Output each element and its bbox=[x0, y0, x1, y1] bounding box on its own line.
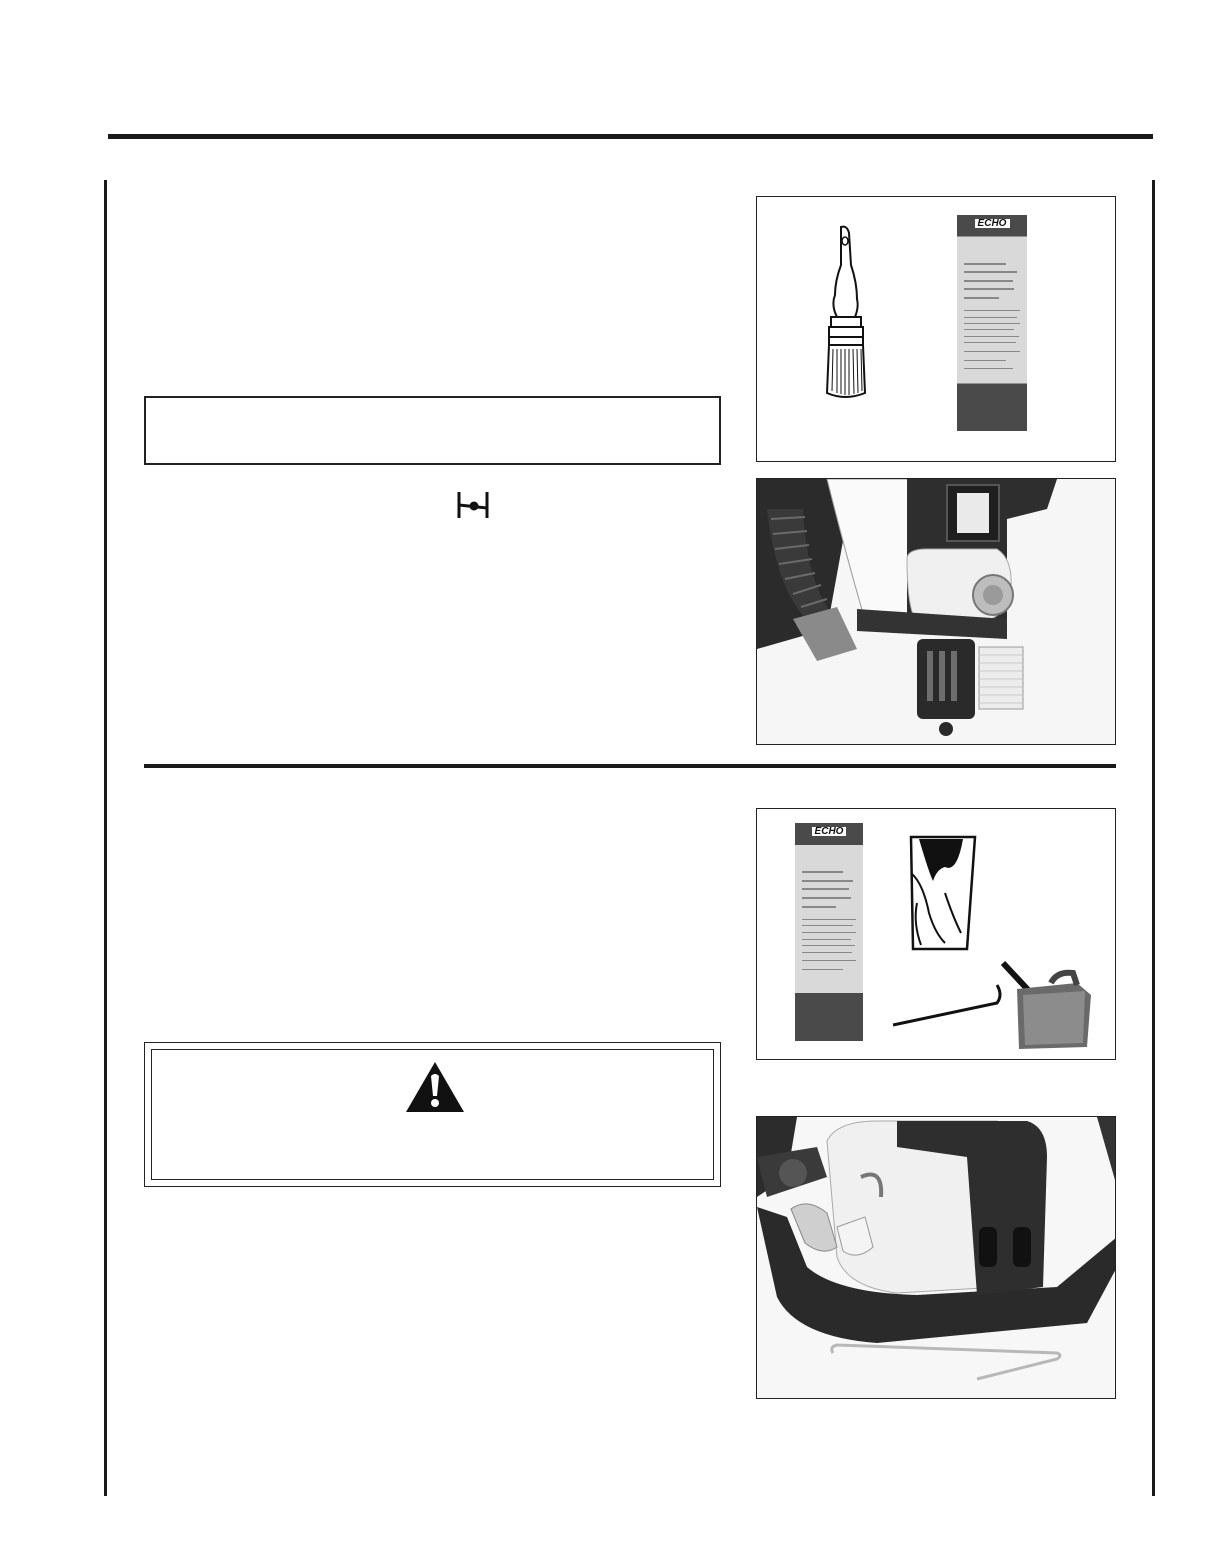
warning-triangle-icon bbox=[404, 1060, 466, 1114]
tune-up-kit-card bbox=[957, 215, 1027, 431]
paint-brush-icon bbox=[817, 225, 873, 403]
figure-tune-up-kit-contents bbox=[756, 808, 1116, 1060]
choke-symbol-icon bbox=[456, 490, 490, 520]
section-divider bbox=[144, 764, 1116, 768]
top-rule bbox=[108, 134, 1153, 139]
echo-logo-2: ECHO bbox=[812, 827, 846, 836]
echo-logo: ECHO bbox=[975, 219, 1010, 228]
right-margin-rule bbox=[1152, 180, 1155, 1496]
figure-fuel-tank-hook bbox=[756, 1116, 1116, 1399]
tune-up-kit-card-2 bbox=[795, 823, 863, 1041]
hook-tool-icon bbox=[889, 977, 1009, 1037]
parts-bag-icon bbox=[905, 833, 981, 953]
note-box bbox=[144, 396, 721, 465]
fuel-can-icon bbox=[997, 959, 1097, 1051]
left-margin-rule bbox=[104, 180, 107, 1496]
figure-air-filter-removed bbox=[756, 478, 1116, 745]
figure-brush-and-kit bbox=[756, 196, 1116, 462]
